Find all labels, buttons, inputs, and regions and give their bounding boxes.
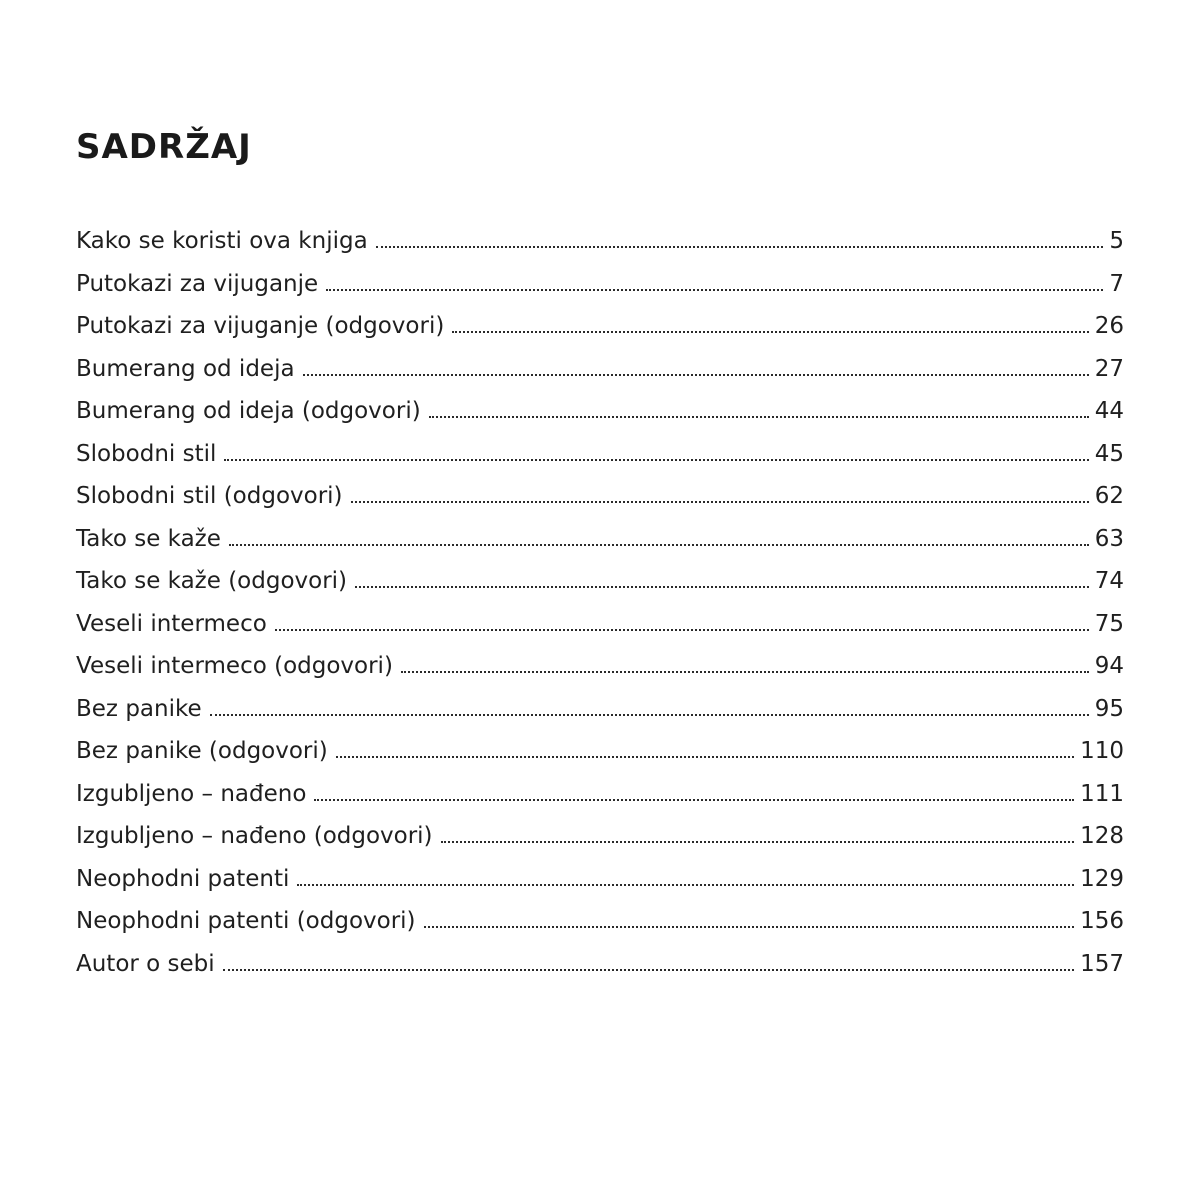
toc-entry — [76, 433, 1124, 476]
toc-entry — [76, 390, 1124, 433]
toc-entry-title: Bumerang od ideja — [76, 355, 295, 382]
toc-entry-page: 129 — [1080, 865, 1124, 892]
dot-leader — [452, 331, 1088, 333]
toc-entry — [76, 348, 1124, 391]
toc-entry — [76, 730, 1124, 773]
toc-entry-page: 94 — [1094, 653, 1124, 679]
dot-leader — [441, 841, 1075, 843]
toc-entry-title: Bumerang od ideja (odgovori) — [76, 398, 421, 424]
toc-entry-title: Slobodni stil (odgovori) — [76, 483, 343, 509]
toc-entry — [76, 815, 1124, 858]
toc-entry-page: 74 — [1094, 568, 1124, 594]
toc-entry-title: Veseli intermeco — [76, 610, 267, 637]
toc-entry — [76, 773, 1124, 816]
toc-entry — [76, 603, 1124, 646]
toc-entry-title: Tako se kaže — [76, 525, 221, 552]
dot-leader — [326, 289, 1103, 291]
toc-entry — [76, 688, 1124, 731]
toc-entry — [76, 263, 1124, 306]
toc-entry-title: Izgubljeno – nađeno (odgovori) — [76, 823, 433, 849]
toc-entry-title: Veseli intermeco (odgovori) — [76, 653, 393, 679]
toc-entry-title: Putokazi za vijuganje — [76, 270, 319, 297]
toc-entry-title: Neophodni patenti — [76, 865, 290, 892]
toc-entry-title: Autor o sebi — [76, 950, 215, 977]
dot-leader — [223, 969, 1074, 971]
toc-entry-page: 44 — [1094, 398, 1124, 424]
dot-leader — [297, 884, 1074, 886]
dot-leader — [275, 629, 1089, 631]
toc-entry-page: 5 — [1109, 228, 1124, 254]
toc-entry-page: 110 — [1080, 738, 1124, 764]
dot-leader — [351, 501, 1089, 503]
toc-entry-page: 75 — [1094, 610, 1124, 637]
toc-entry-page: 95 — [1094, 695, 1124, 722]
toc-entry — [76, 645, 1124, 688]
dot-leader — [314, 799, 1074, 801]
dot-leader — [376, 246, 1104, 248]
dot-leader — [229, 544, 1089, 546]
toc-entry-title: Izgubljeno – nađeno — [76, 780, 307, 807]
toc-entry-page: 156 — [1080, 908, 1124, 934]
toc-entry-page: 63 — [1094, 525, 1124, 552]
toc-entry-page: 26 — [1094, 313, 1124, 339]
toc-entry-title: Putokazi za vijuganje (odgovori) — [76, 313, 445, 339]
toc-entry-page: 27 — [1094, 355, 1124, 382]
toc-entry-title: Slobodni stil — [76, 440, 217, 467]
toc-entry — [76, 518, 1124, 561]
toc-entry — [76, 220, 1124, 263]
dot-leader — [303, 374, 1089, 376]
toc-entry — [76, 858, 1124, 901]
toc-entry — [76, 475, 1124, 518]
dot-leader — [401, 671, 1089, 673]
toc-entry-title: Kako se koristi ova knjiga — [76, 228, 368, 254]
page-title: SADRŽAJ — [76, 127, 252, 167]
toc-entry-title: Bez panike (odgovori) — [76, 738, 328, 764]
toc-entry — [76, 943, 1124, 986]
table-of-contents — [76, 220, 1124, 985]
toc-entry — [76, 560, 1124, 603]
dot-leader — [224, 459, 1088, 461]
toc-entry-page: 111 — [1080, 780, 1124, 807]
dot-leader — [210, 714, 1089, 716]
dot-leader — [355, 586, 1089, 588]
toc-entry-page: 157 — [1080, 950, 1124, 977]
toc-entry-title: Tako se kaže (odgovori) — [76, 568, 348, 594]
toc-entry-page: 7 — [1109, 270, 1124, 297]
toc-entry-title: Bez panike — [76, 695, 202, 722]
toc-entry — [76, 900, 1124, 943]
toc-entry-page: 128 — [1080, 823, 1124, 849]
toc-entry-page: 62 — [1094, 483, 1124, 509]
toc-entry — [76, 305, 1124, 348]
dot-leader — [336, 756, 1074, 758]
toc-entry-title: Neophodni patenti (odgovori) — [76, 908, 416, 934]
dot-leader — [429, 416, 1089, 418]
toc-entry-page: 45 — [1094, 440, 1124, 467]
dot-leader — [424, 926, 1075, 928]
